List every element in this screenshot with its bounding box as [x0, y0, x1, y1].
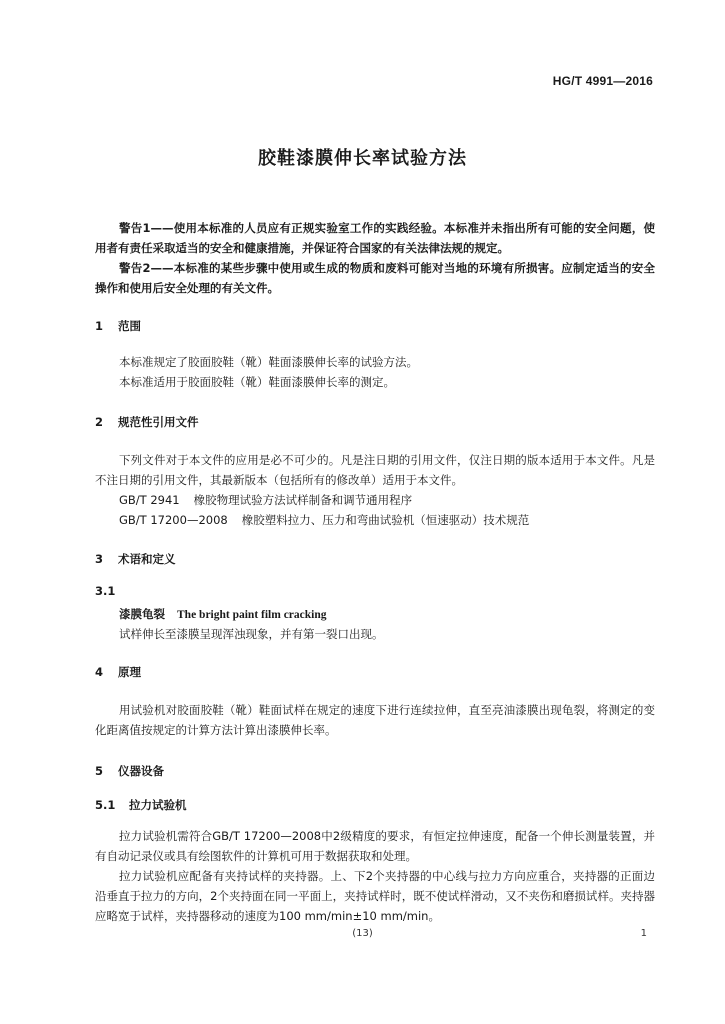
reference-item — [119, 510, 529, 530]
section-number: 4 — [95, 665, 104, 679]
warning-2: 警告2——本标准的某些步骤中使用或生成的物质和废料可能对当地的环境有所损害。应制定适当的安全操作和使用后安全处理的有关文件。 — [95, 261, 655, 295]
warning-1: 警告1——使用本标准的人员应有正规实验室工作的实践经验。本标准并未指出所有可能的安全问题，使用者有责任采取适当的安全和健康措施，并保证符合国家的有关法律法规的规定。 — [95, 221, 655, 255]
reference-item — [119, 490, 412, 510]
reference-name: 橡胶塑料拉力、压力和弯曲试验机（恒速驱动）技术规范 — [241, 513, 530, 527]
section-1-line-2: 本标准适用于胶面胶鞋（靴）鞋面漆膜伸长率的测定。 — [119, 375, 395, 389]
section-number: 3 — [95, 552, 104, 566]
section-2-heading — [95, 414, 199, 430]
section-title: 范围 — [118, 319, 141, 333]
section-5-para-2: 拉力试验机应配备有夹持试样的夹持器。上、下2个夹持器的中心线与拉力方向应重合，夹持器的正面边沿垂直于拉力的方向，2个夹持面在同一平面上，夹持试样时，既不使试样滑动，又不夹伤和磨损试样。夹持器应略宽于试样，夹持器移动的速度为100 mm/min±10 mm/min。 — [95, 869, 655, 923]
term-chinese: 漆膜龟裂 — [119, 607, 165, 621]
reference-code: GB/T 2941 — [119, 493, 180, 507]
reference-code: GB/T 17200—2008 — [119, 513, 228, 527]
section-number: 5 — [95, 764, 104, 778]
term-definition: 试样伸长至漆膜呈现浑浊现象，并有第一裂口出现。 — [119, 627, 384, 641]
section-title: 仪器设备 — [118, 764, 164, 778]
subsection-3-1-number: 3.1 — [95, 584, 116, 598]
section-1-line-1: 本标准规定了胶面胶鞋（靴）鞋面漆膜伸长率的试验方法。 — [119, 355, 418, 369]
standard-number: HG/T 4991—2016 — [552, 74, 653, 88]
section-title: 原理 — [118, 665, 141, 679]
section-2-intro: 下列文件对于本文件的应用是必不可少的。凡是注日期的引用文件，仅注日期的版本适用于本文件。凡是不注日期的引用文件，其最新版本（包括所有的修改单）适用于本文件。 — [95, 453, 655, 487]
section-5-para-1: 拉力试验机需符合GB/T 17200—2008中2级精度的要求，有恒定拉伸速度，配备一个伸长测量装置，并有自动记录仪或具有绘图软件的计算机可用于数据获取和处理。 — [95, 829, 655, 863]
section-5-heading — [95, 763, 164, 779]
section-number: 2 — [95, 415, 104, 429]
section-1-heading — [95, 318, 141, 334]
section-number: 1 — [95, 319, 104, 333]
section-4-heading — [95, 664, 141, 680]
section-4-text: 用试验机对胶面胶鞋（靴）鞋面试样在规定的速度下进行连续拉伸，直至亮油漆膜出现龟裂，将测定的变化距离值按规定的计算方法计算出漆膜伸长率。 — [95, 703, 655, 737]
term-english: The bright paint film cracking — [177, 609, 327, 621]
page-number: 1 — [640, 928, 647, 939]
footer-mark: (13) — [352, 928, 373, 939]
term-entry — [119, 604, 327, 625]
subsection-5-1-heading — [95, 797, 187, 813]
section-title: 规范性引用文件 — [118, 415, 199, 429]
section-title: 术语和定义 — [118, 552, 176, 566]
reference-name: 橡胶物理试验方法试样制备和调节通用程序 — [193, 493, 413, 507]
subsection-number: 5.1 — [95, 798, 116, 812]
document-title: 胶鞋漆膜伸长率试验方法 — [258, 148, 467, 169]
section-3-heading — [95, 551, 176, 567]
subsection-title: 拉力试验机 — [129, 798, 187, 812]
